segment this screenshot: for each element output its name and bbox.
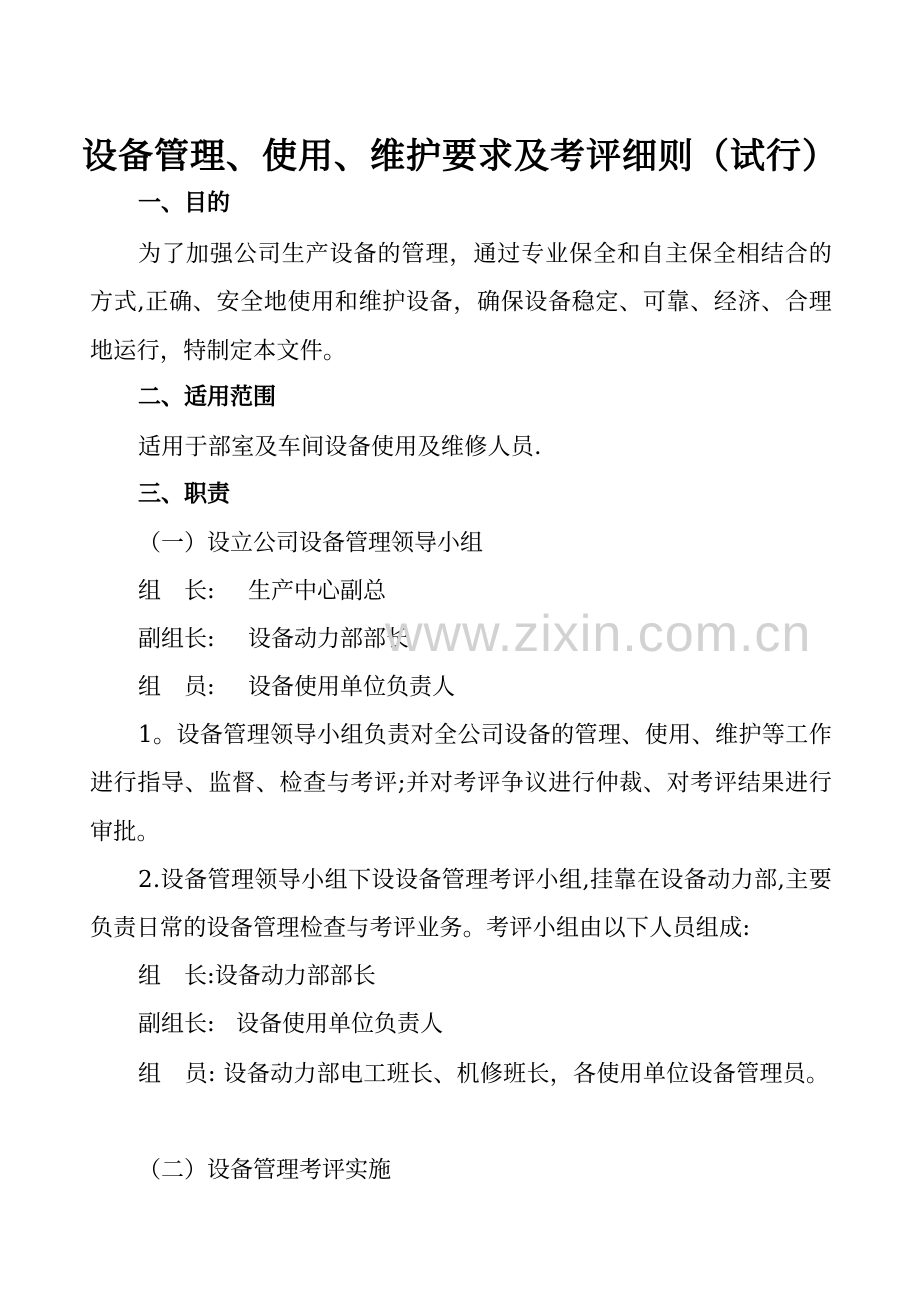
member-line: [138, 672, 455, 702]
member-name: 设备使用单位负责人: [248, 674, 455, 700]
subsection-heading-evaluation: （二）设备管理考评实施: [138, 1157, 391, 1183]
leader-name: 生产中心副总: [248, 578, 386, 604]
duty-item-2: 2.设备管理领导小组下设设备管理考评小组,挂靠在设备动力部,主要负责日常的设备管理检查与考评业务。考评小组由以下人员组成:: [90, 867, 832, 942]
deputy-name: 设备动力部部长: [248, 626, 409, 652]
eval-deputy-name: 设备使用单位负责人: [236, 1011, 443, 1037]
leader-line: [138, 576, 386, 606]
section-heading-purpose: 一、目的: [138, 190, 230, 216]
leader-role: 组 长:: [138, 578, 215, 604]
section-heading-duties: 三、职责: [138, 481, 230, 507]
eval-deputy-line: [138, 1009, 443, 1039]
eval-leader-line: 组 长:设备动力部部长: [138, 963, 376, 989]
scope-paragraph: 适用于部室及车间设备使用及维修人员.: [138, 434, 542, 460]
watermark-text: www.zixin.com.cn: [385, 605, 812, 663]
purpose-paragraph: 为了加强公司生产设备的管理，通过专业保全和自主保全相结合的方式,正确、安全地使用和维护设备，确保设备稳定、可靠、经济、合理地运行，特制定本文件。: [90, 241, 832, 364]
section-heading-scope: 二、适用范围: [138, 384, 276, 410]
subsection-heading-leadership-group: （一）设立公司设备管理领导小组: [138, 530, 483, 556]
duty-item-1: 1。设备管理领导小组负责对全公司设备的管理、使用、维护等工作进行指导、监督、检查与考评;并对考评争议进行仲裁、对考评结果进行审批。: [90, 722, 832, 845]
eval-members-paragraph: 组 员: 设备动力部电工班长、机修班长，各使用单位设备管理员。: [138, 1061, 830, 1087]
eval-deputy-role: 副组长:: [138, 1011, 215, 1037]
document-title: 设备管理、使用、维护要求及考评细则（试行）: [81, 137, 838, 177]
member-role: 组 员:: [138, 674, 215, 700]
deputy-role: 副组长:: [138, 626, 215, 652]
deputy-line: [138, 624, 409, 654]
